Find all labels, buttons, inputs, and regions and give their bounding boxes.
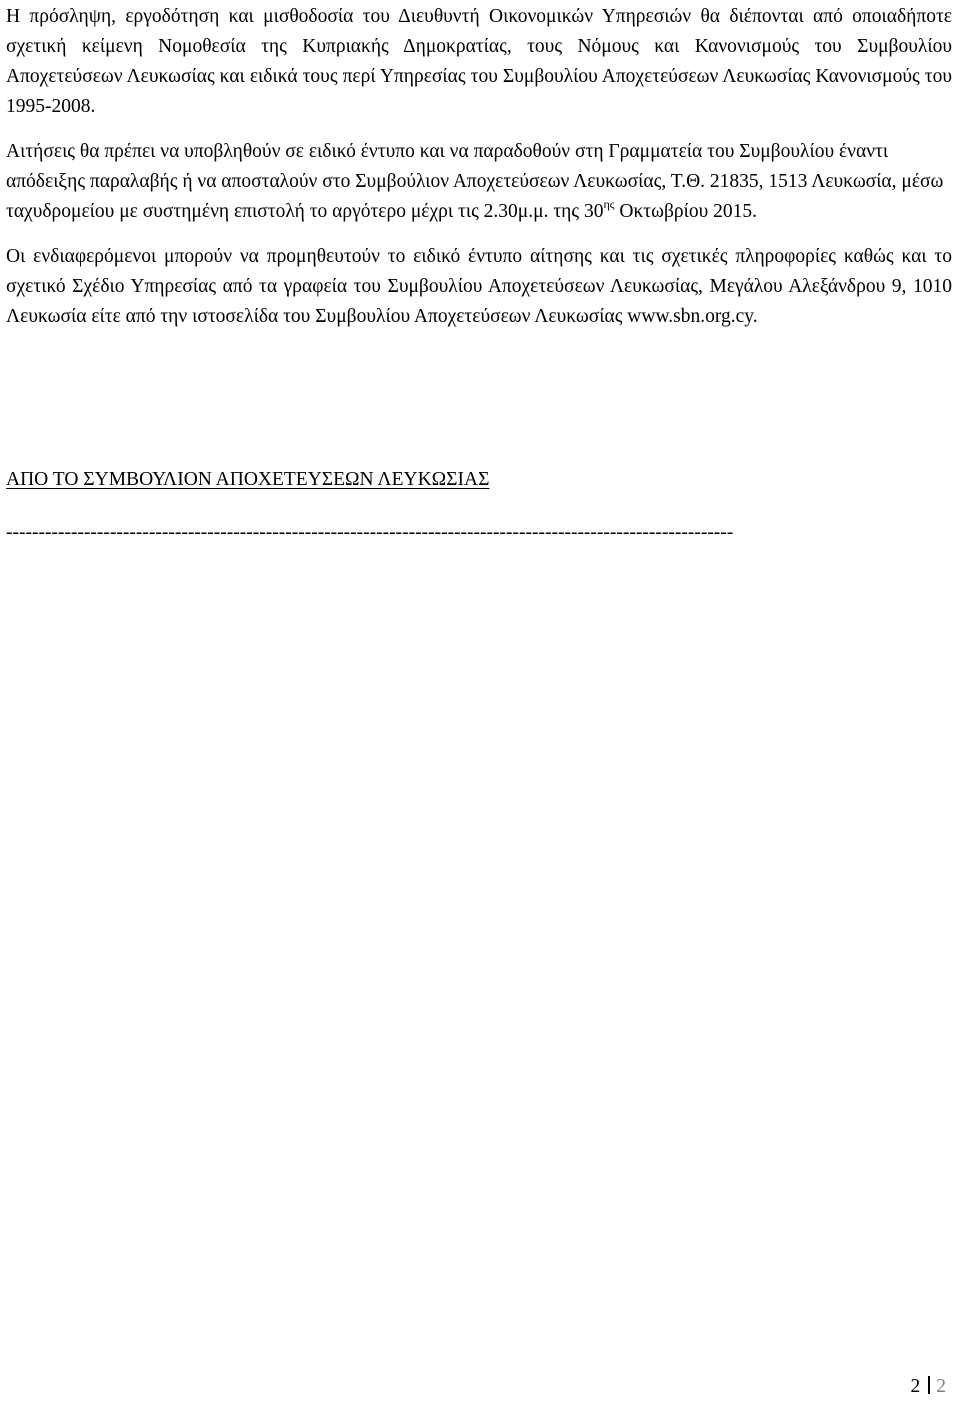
- page-number-footer: [911, 1375, 947, 1399]
- separator-dashes: ----------------------------------------------------------------------------------------------------------------: [6, 522, 734, 543]
- current-page-number: 2: [910, 1376, 921, 1397]
- paragraph-employment-terms: Η πρόσληψη, εργοδότηση και μισθοδοσία του Διευθυντή Οικονομικών Υπηρεσιών θα διέπονται από οποιαδήποτε σχετική κείμενη Νομοθεσία της Κυπριακής Δημοκρατίας, τους Νόμους και Κανονισμούς του Συμβουλίου Αποχετεύσεων Λευκωσίας και ειδικά τους περί Υπηρεσίας του Συμβουλίου Αποχετεύσεων Λευκωσίας Κανονισμούς του 1995-2008.: [6, 6, 952, 117]
- page-separator: [928, 1376, 930, 1394]
- paragraph-information-availability: Οι ενδιαφερόμενοι μπορούν να προμηθευτούν το ειδικό έντυπο αίτησης και τις σχετικές πληροφορίες καθώς και το σχετικό Σχέδιο Υπηρεσίας από τα γραφεία του Συμβουλίου Αποχετεύσεων Λευκωσίας, Μεγάλου Αλεξάνδρου 9, 1010 Λευκωσία είτε από την ιστοσελίδα του Συμβουλίου Αποχετεύσεων Λευκωσίας www.sbn.org.cy.: [6, 246, 952, 327]
- issuer-heading: ΑΠΟ ΤΟ ΣΥΜΒΟΥΛΙΟΝ ΑΠΟΧΕΤΕΥΣΕΩΝ ΛΕΥΚΩΣΙΑΣ: [6, 469, 490, 490]
- paragraph-application-submission: [6, 137, 952, 227]
- deadline-date: Οκτωβρίου 2015.: [614, 201, 758, 222]
- ordinal-suffix: ης: [603, 196, 615, 211]
- application-text: Αιτήσεις θα πρέπει να υποβληθούν σε ειδικό έντυπο και να παραδοθούν στη Γραμματεία του Συμβουλίου έναντι απόδειξης παραλαβής ή να αποσταλούν στο Συμβούλιον Αποχετεύσεων Λευκωσίας, Τ.Θ. 21835, 1513 Λευκωσία, μέσω ταχυδρομείου με συστημένη επιστολή το αργότερο μέχρι τις 2.30μ.μ. της 30: [6, 141, 944, 222]
- total-page-count: 2: [936, 1376, 946, 1397]
- document-body: [6, 2, 952, 332]
